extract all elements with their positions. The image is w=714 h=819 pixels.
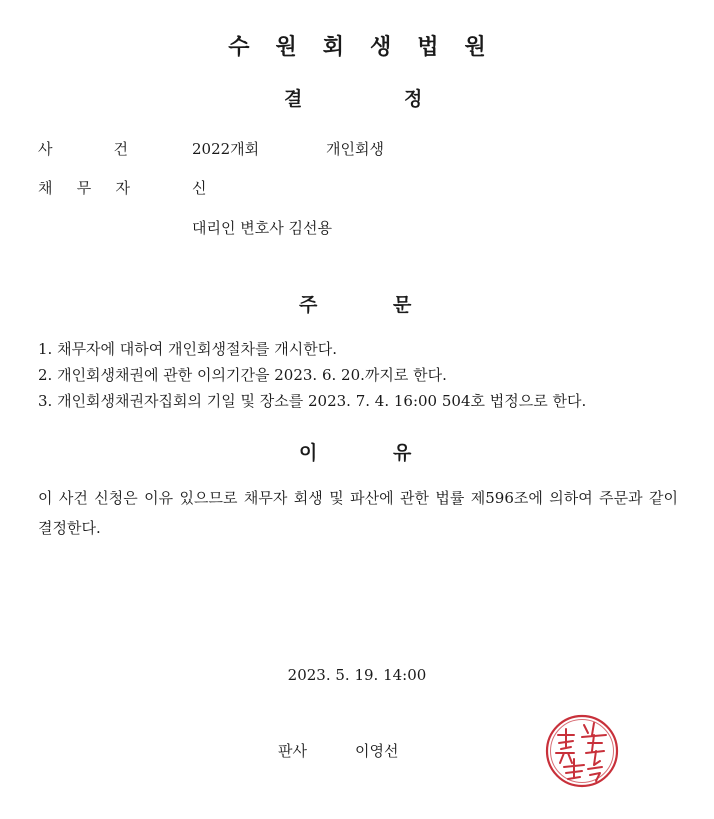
debtor-label [38,177,130,198]
case-label [38,138,128,159]
reason-heading-1: 이 [299,442,318,464]
seal-glyphs [556,723,606,781]
reason-heading-2: 유 [393,442,412,464]
order-heading-1: 주 [299,294,318,316]
case-label-text: 사 건 [38,140,128,158]
judge-name: 이영선 [355,742,399,760]
debtor-name: 신 [192,179,207,197]
order-item: 3. 개인회생채권자집회의 기일 및 장소를 2023. 7. 4. 16:00 504호 법정으로 한다. [38,392,587,410]
judge-title: 판사 [278,742,307,760]
order-item: 2. 개인회생채권에 관한 이의기간을 2023. 6. 20.까지로 한다. [38,366,447,384]
order-heading-2: 문 [393,294,412,316]
judge-seal-stamp [544,713,620,789]
court-name: 수원회생법원 [228,35,512,60]
debtor-agent: 대리인 변호사 김선용 [192,219,332,237]
order-item: 1. 채무자에 대하여 개인회생절차를 개시한다. [38,340,337,358]
seal-outer-ring [547,716,617,786]
reason-text: 이 사건 신청은 이유 있으므로 채무자 회생 및 파산에 관한 법률 제596조에 의하여 주문과 같이 결정한다. [38,489,678,537]
doc-type-heading-1: 결 [284,88,303,110]
debtor-label-text: 채 무 자 [38,179,130,197]
case-type: 개인회생 [326,140,384,158]
case-number: 2022개회 [192,140,260,158]
decision-datetime: 2023. 5. 19. 14:00 [287,666,427,684]
doc-type-heading-2: 정 [404,88,423,110]
